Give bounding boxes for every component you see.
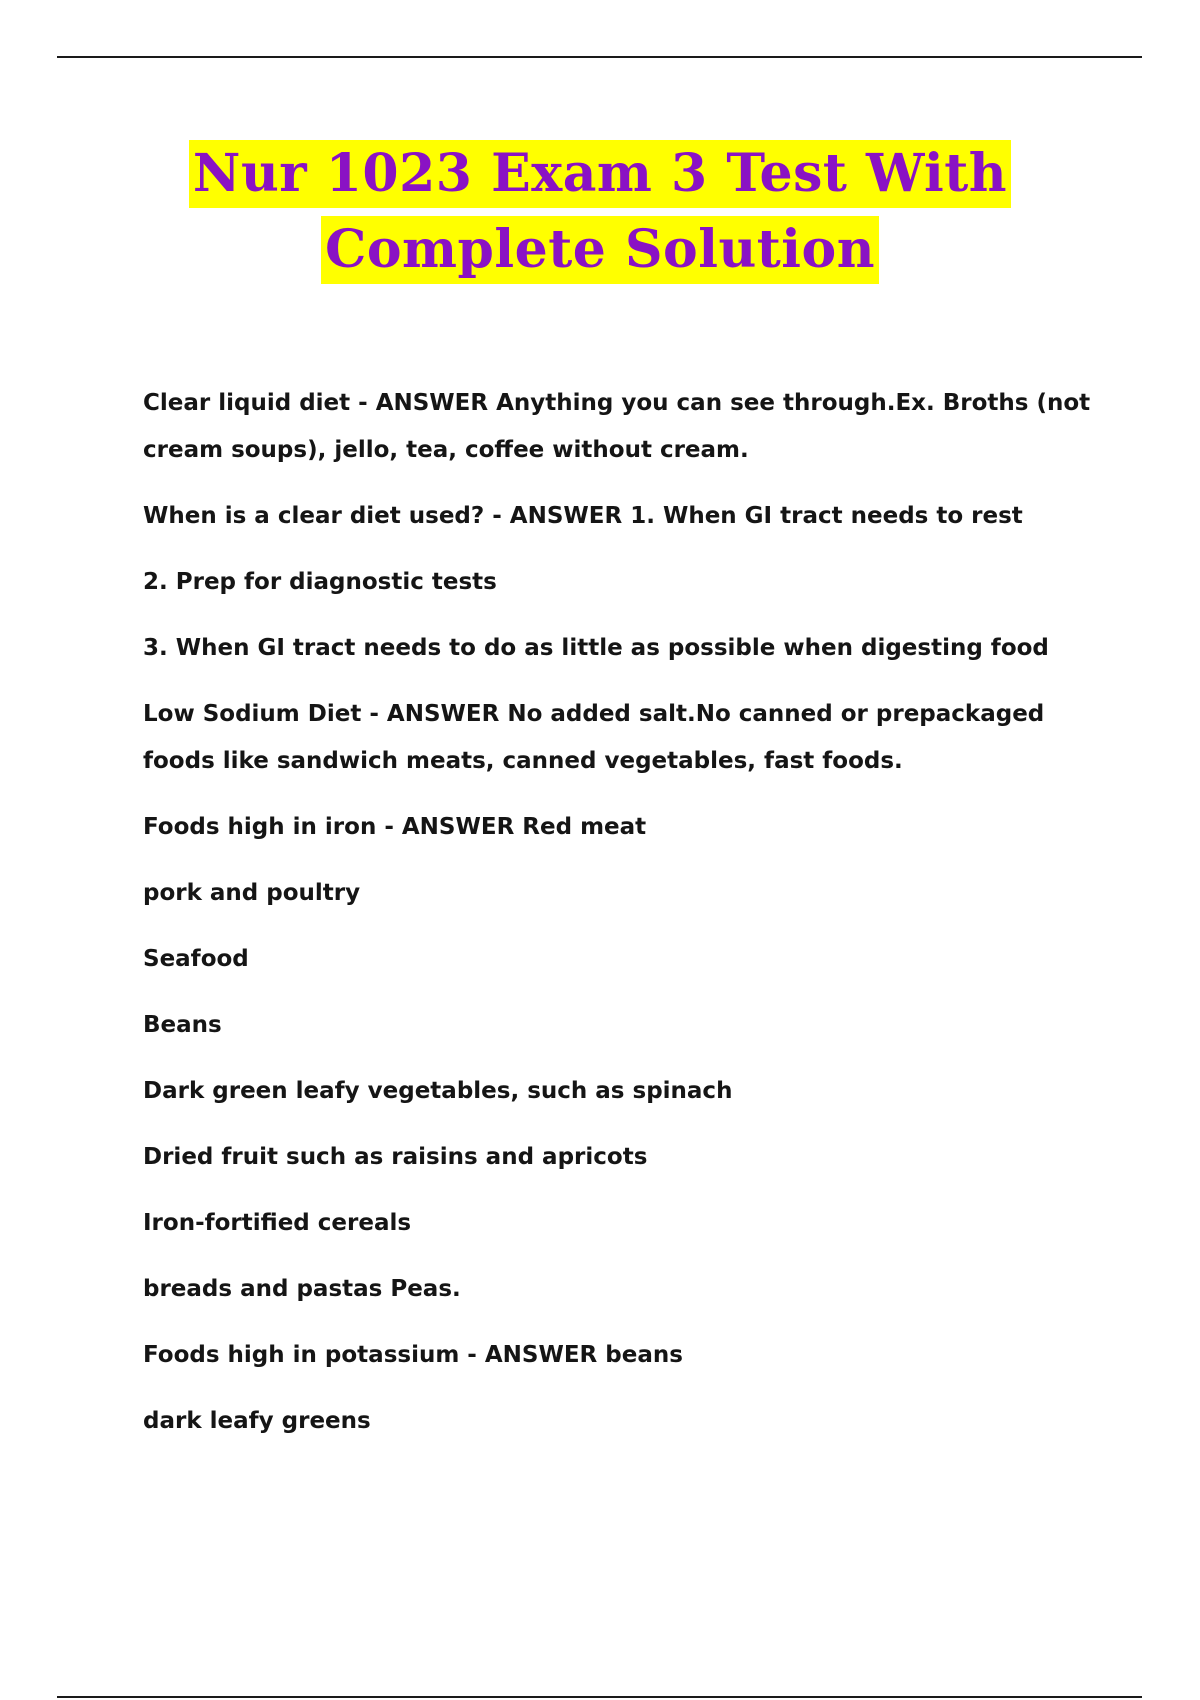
list-item: dark leafy greens xyxy=(143,1408,371,1434)
qa-clear-liquid-diet: Clear liquid diet - ANSWER Anything you can see through.Ex. Broths (not cream soups), jello, tea, coffee without cream. xyxy=(143,390,1099,463)
document-title xyxy=(0,140,1200,292)
title-line-2: Complete Solution xyxy=(321,216,879,284)
list-item: Seafood xyxy=(143,946,249,972)
list-item: Iron-fortified cereals xyxy=(143,1210,412,1236)
document-body xyxy=(143,380,1103,1464)
qa-low-sodium-diet: Low Sodium Diet - ANSWER No added salt.No canned or prepackaged foods like sandwich meats, canned vegetables, fast foods. xyxy=(143,701,1053,774)
qa-clear-diet-used: When is a clear diet used? - ANSWER 1. When GI tract needs to rest xyxy=(143,503,1023,529)
list-item: Beans xyxy=(143,1012,222,1038)
list-item: pork and poultry xyxy=(143,880,361,906)
qa-foods-high-in-potassium: Foods high in potassium - ANSWER beans xyxy=(143,1342,683,1368)
list-item: Dried fruit such as raisins and apricots xyxy=(143,1144,648,1170)
footer-rule xyxy=(57,1696,1142,1698)
list-item: Dark green leafy vegetables, such as spinach xyxy=(143,1078,733,1104)
qa-foods-high-in-iron: Foods high in iron - ANSWER Red meat xyxy=(143,814,647,840)
header-rule xyxy=(57,56,1142,58)
list-item: 2. Prep for diagnostic tests xyxy=(143,569,497,595)
list-item: breads and pastas Peas. xyxy=(143,1276,461,1302)
list-item: 3. When GI tract needs to do as little as possible when digesting food xyxy=(143,635,1049,661)
title-line-1: Nur 1023 Exam 3 Test With xyxy=(189,140,1011,208)
